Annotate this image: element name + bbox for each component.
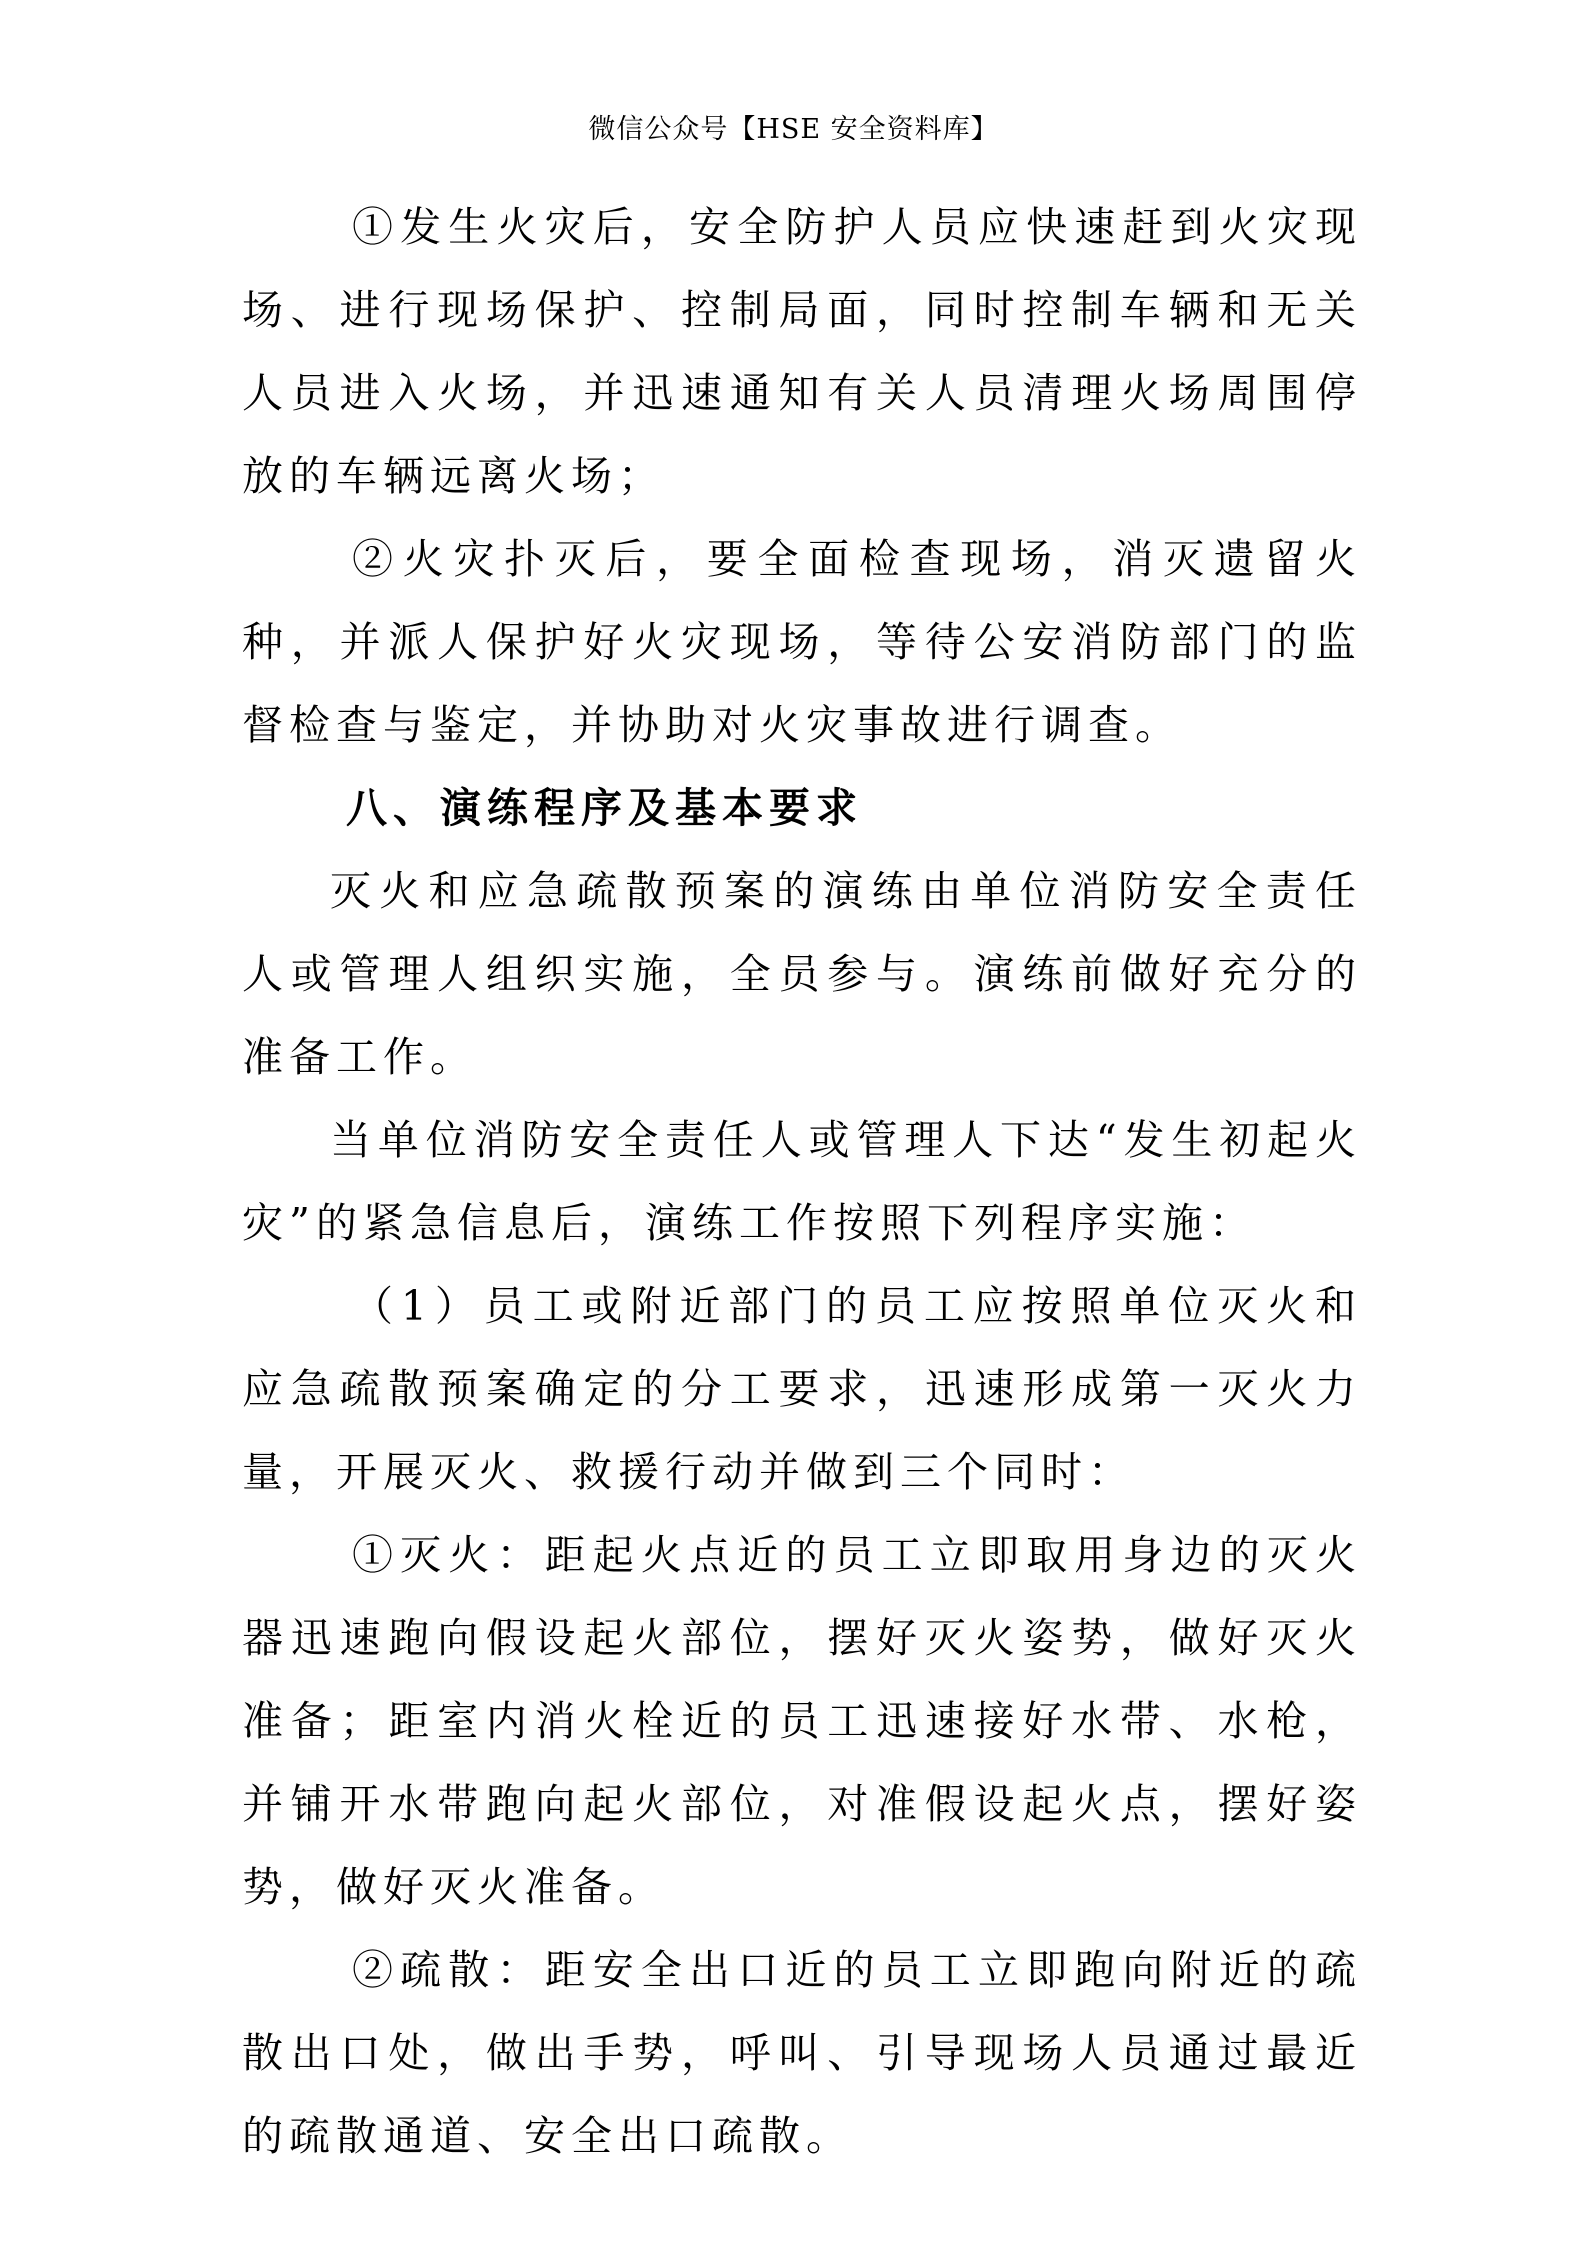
paragraph-drill-organization: 灭火和应急疏散预案的演练由单位消防安全责任人或管理人组织实施，全员参与。演练前做好充分的准备工作。 [242,867,1362,1081]
paragraph-drill-procedure-intro: 当单位消防安全责任人或管理人下达“发生初起火灾”的紧急信息后，演练工作按照下列程序实施： [242,1116,1362,1247]
page-header: 微信公众号【HSE 安全资料库】 [588,114,999,145]
document-body [242,186,1362,2178]
paragraph-evacuate: ②疏散：距安全出口近的员工立即跑向附近的疏散出口处，做出手势，呼叫、引导现场人员通过最近的疏散通道、安全出口疏散。 [242,1946,1362,2160]
paragraph-after-extinguish: ②火灾扑灭后，要全面检查现场，消灭遗留火种，并派人保护好火灾现场，等待公安消防部门的监督检查与鉴定，并协助对火灾事故进行调查。 [242,535,1362,749]
paragraph-extinguish: ①灭火：距起火点近的员工立即取用身边的灭火器迅速跑向假设起火部位，摆好灭火姿势，做好灭火准备；距室内消火栓近的员工迅速接好水带、水枪，并铺开水带跑向起火部位，对准假设起火点，摆好姿势，做好灭火准备。 [242,1531,1362,1911]
section-heading: 八、演练程序及基本要求 [346,784,863,832]
paragraph-step-1: （1）员工或附近部门的员工应按照单位灭火和应急疏散预案确定的分工要求，迅速形成第一灭火力量，开展灭火、救援行动并做到三个同时： [242,1282,1362,1496]
paragraph-fire-scene-protection: ①发生火灾后，安全防护人员应快速赶到火灾现场、进行现场保护、控制局面，同时控制车辆和无关人员进入火场，并迅速通知有关人员清理火场周围停放的车辆远离火场； [242,203,1362,500]
